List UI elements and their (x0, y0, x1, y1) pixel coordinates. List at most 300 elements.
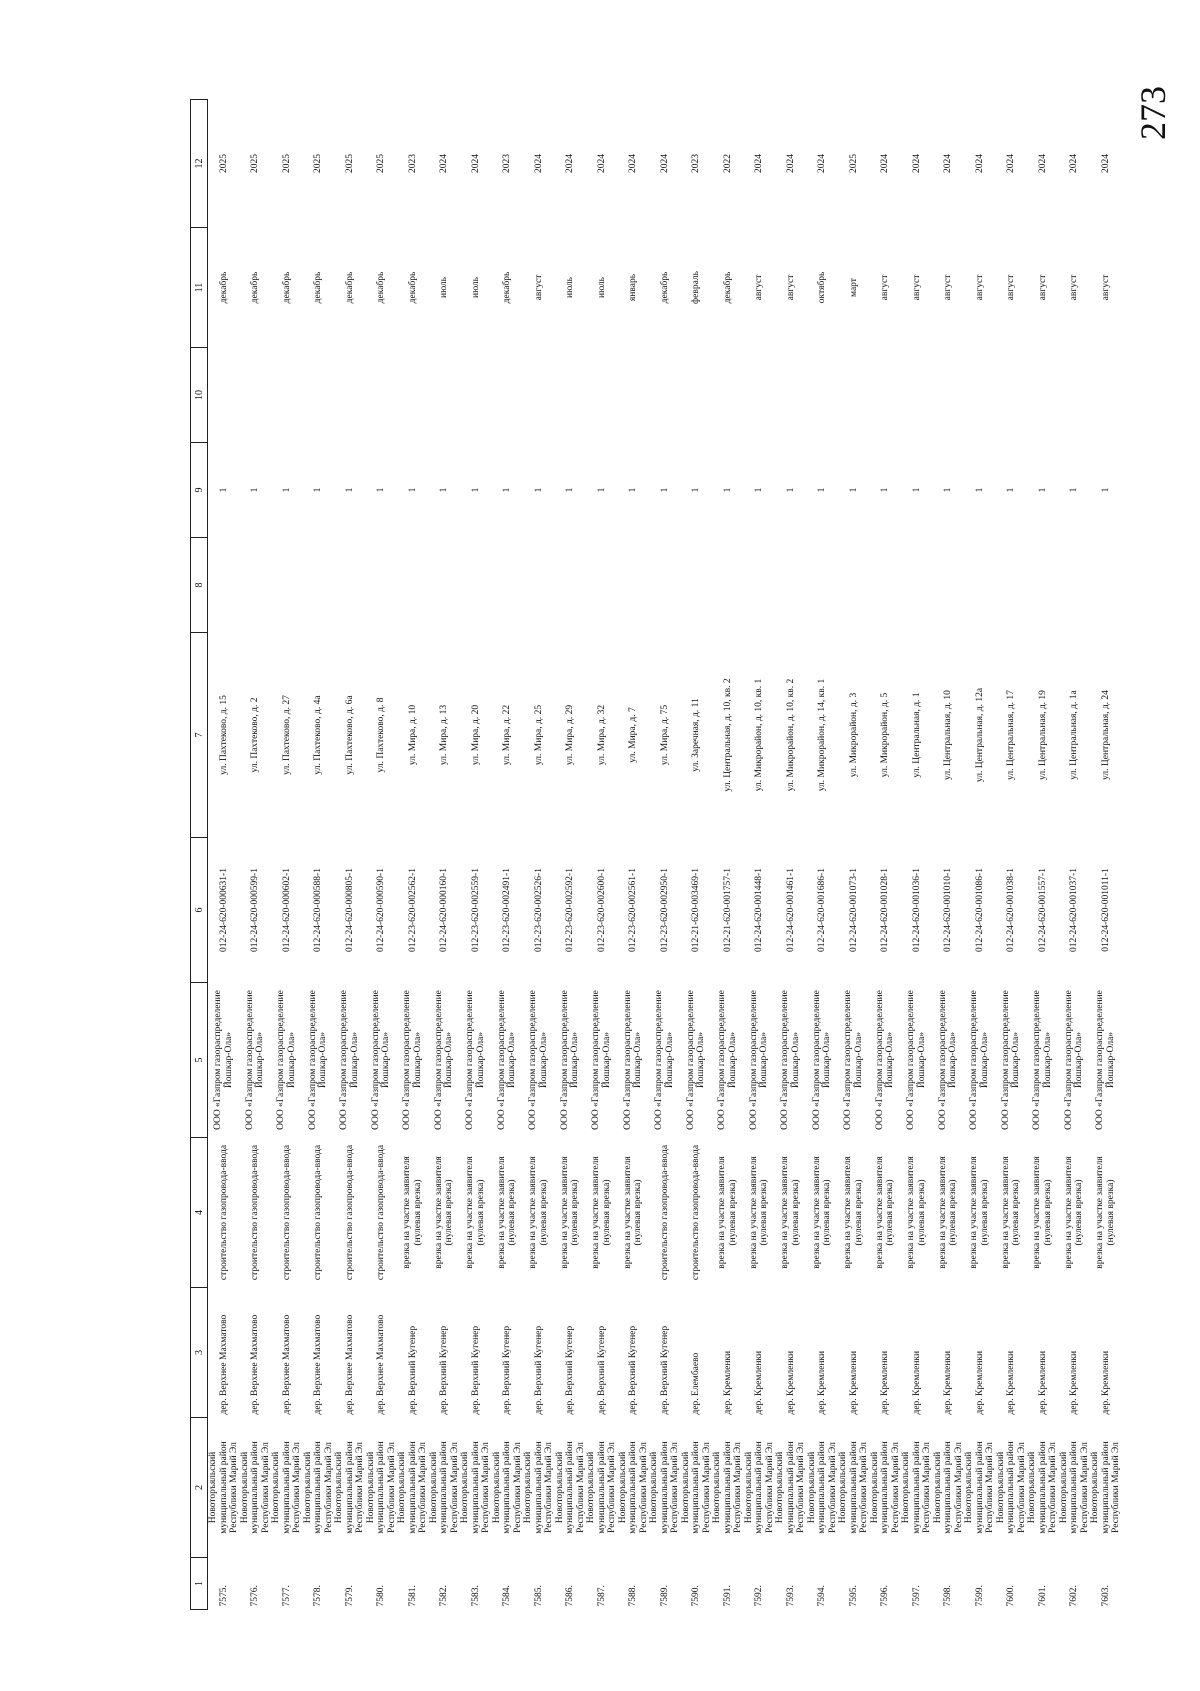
year-cell: 2024 (470, 154, 481, 173)
table-row (712, 100, 744, 1610)
work-type-cell: врезка на участке заявителя (нулевая врезка) (811, 1156, 833, 1269)
village-cell: дер. Верхнее Махматово (313, 1314, 323, 1415)
year-cell: 2023 (407, 154, 418, 173)
village-cell: дер. Кремленки (1006, 1350, 1016, 1415)
year-cell: 2024 (533, 154, 544, 173)
district-cell: Новоторъяльский муниципальный район Республики Марий Эл (649, 1441, 680, 1534)
col8-cell (649, 538, 681, 633)
col10-cell (744, 348, 776, 443)
year-cell: 2024 (974, 154, 985, 173)
year-cell: 2025 (848, 154, 859, 173)
district-cell: Новоторъяльский муниципальный район Республики Марий Эл (869, 1441, 901, 1534)
district-cell: Новоторъяльский муниципальный район Республики Марий Эл (838, 1441, 869, 1534)
organization-cell: ООО «Газпром газораспределение Йошкар-Ола» (622, 990, 644, 1130)
work-type-cell: врезка на участке заявителя (нулевая врезка) (717, 1156, 738, 1269)
col10-cell (712, 348, 744, 443)
count-cell: 1 (659, 487, 670, 493)
address-cell: ул. Микрорайон, д. 10, кв. 2 (785, 678, 796, 792)
count-cell: 1 (974, 487, 985, 493)
row-number: 7577. (281, 1585, 292, 1607)
col8-cell (870, 538, 902, 633)
rotated-table-wrapper (190, 100, 1121, 1610)
col8-cell (807, 538, 839, 633)
month-cell: декабрь (313, 271, 323, 304)
organization-cell: ООО «Газпром газораспределение Йошкар-Ола» (528, 990, 549, 1130)
work-type-cell: строительство газопровода-ввода (250, 1144, 260, 1281)
table-row (870, 100, 902, 1610)
table-row (303, 100, 335, 1610)
work-type-cell: строительство газопровода-ввода (376, 1144, 386, 1281)
district-cell: Новоторъяльский муниципальный район Республики Марий Эл (554, 1441, 586, 1534)
district-cell: Новоторъяльский муниципальный район Республики Марий Эл (1027, 1441, 1058, 1534)
year-cell: 2024 (1006, 154, 1016, 173)
count-cell: 1 (722, 487, 733, 493)
row-number: 7602. (1069, 1585, 1079, 1607)
col8-cell (397, 538, 429, 633)
row-number: 7587. (596, 1585, 607, 1607)
col8-cell (901, 538, 933, 633)
row-number: 7601. (1037, 1585, 1048, 1607)
work-type-cell: врезка на участке заявителя (нулевая врезка) (1095, 1156, 1116, 1269)
count-cell: 1 (439, 487, 449, 493)
application-code-cell: 012-24-620-001036-1 (911, 868, 922, 952)
col8-cell (618, 538, 650, 633)
address-cell: ул. Мира, д. 29 (565, 704, 575, 766)
count-cell: 1 (754, 487, 764, 493)
col8-cell (1027, 538, 1059, 633)
month-cell: август (880, 274, 890, 301)
year-cell: 2024 (817, 154, 827, 173)
row-number: 7585. (533, 1585, 544, 1607)
district-cell: Новоторъяльский муниципальный район Республики Марий Эл (334, 1441, 365, 1534)
district-cell: Новоторъяльский муниципальный район Республики Марий Эл (523, 1441, 554, 1534)
count-cell: 1 (1100, 487, 1111, 493)
month-cell: август (943, 274, 953, 301)
row-number: 7596. (880, 1585, 890, 1607)
application-code-cell: 012-23-620-002592-1 (565, 868, 575, 952)
work-type-cell: строительство газопровода-ввода (218, 1144, 229, 1281)
application-code-cell: 012-23-620-002491-1 (502, 868, 512, 952)
district-cell: Новоторъяльский муниципальный район Республики Марий Эл (680, 1441, 712, 1534)
year-cell: 2025 (218, 154, 229, 173)
work-type-cell: врезка на участке заявителя (нулевая врезка) (559, 1156, 581, 1269)
district-cell: Новоторъяльский муниципальный район Республики Марий Эл (1090, 1441, 1121, 1534)
count-cell: 1 (470, 487, 481, 493)
application-code-cell: 012-24-620-000588-1 (313, 868, 323, 952)
organization-cell: ООО «Газпром газораспределение Йошкар-Ола» (811, 990, 833, 1130)
village-cell: дер. Верхний Кугенер (502, 1325, 512, 1415)
col10-cell (901, 348, 933, 443)
year-cell: 2022 (722, 154, 733, 173)
application-code-cell: 012-24-620-000599-1 (250, 868, 260, 952)
month-cell: июль (596, 276, 607, 299)
year-cell: 2023 (691, 154, 701, 173)
year-cell: 2024 (1100, 154, 1111, 173)
village-cell: дер. Кремленки (754, 1350, 764, 1415)
address-cell: ул. Центральная, д. 17 (1006, 690, 1016, 780)
table-row (744, 100, 776, 1610)
work-type-cell: врезка на участке заявителя (нулевая врезка) (969, 1156, 990, 1269)
organization-cell: ООО «Газпром газораспределение Йошкар-Ола» (654, 990, 675, 1130)
count-cell: 1 (407, 487, 418, 493)
col8-cell (586, 538, 618, 633)
col8-cell (366, 538, 398, 633)
row-number: 7575. (218, 1585, 229, 1607)
village-cell: дер. Верхний Кугенер (439, 1325, 449, 1415)
count-cell: 1 (848, 487, 859, 493)
year-cell: 2024 (439, 154, 449, 173)
application-code-cell: 012-23-620-002562-1 (407, 868, 418, 952)
col10-cell (303, 348, 335, 443)
month-cell: август (785, 274, 796, 301)
count-cell: 1 (596, 487, 607, 493)
district-cell: Новоторъяльский муниципальный район Республики Марий Эл (491, 1441, 523, 1534)
organization-cell: ООО «Газпром газораспределение Йошкар-Ола» (937, 990, 959, 1130)
col8-cell (460, 538, 492, 633)
village-cell: дер. Кремленки (1069, 1350, 1079, 1415)
application-code-cell: 012-24-620-001028-1 (880, 868, 890, 952)
village-cell: дер. Кремленки (1037, 1350, 1048, 1415)
count-cell: 1 (943, 487, 953, 493)
village-cell: дер. Верхнее Махматово (344, 1314, 355, 1415)
year-cell: 2024 (880, 154, 890, 173)
page-number: 273 (1133, 86, 1173, 140)
month-cell: декабрь (250, 271, 260, 304)
application-code-cell: 012-24-620-001686-1 (817, 868, 827, 952)
year-cell: 2025 (250, 154, 260, 173)
application-code-cell: 012-24-620-000631-1 (218, 868, 229, 952)
col-header-1: 1 (191, 1558, 208, 1610)
village-cell: дер. Верхний Кугенер (565, 1325, 575, 1415)
col-header-6: 6 (191, 838, 208, 983)
col8-cell (838, 538, 870, 633)
district-cell: Новоторъяльский муниципальный район Республики Марий Эл (617, 1441, 649, 1534)
work-type-cell: врезка на участке заявителя (нулевая врезка) (496, 1156, 518, 1269)
row-number: 7576. (250, 1585, 260, 1607)
address-cell: ул. Мира, д. 22 (502, 704, 512, 766)
col-header-10: 10 (191, 348, 208, 443)
work-type-cell: врезка на участке заявителя (нулевая врезка) (528, 1156, 549, 1269)
table-row (1090, 100, 1122, 1610)
table-body (208, 100, 1122, 1610)
address-cell: ул. Микрорайон, д. 10, кв. 1 (754, 678, 764, 792)
col10-cell (964, 348, 996, 443)
table-row (271, 100, 303, 1610)
table-row (586, 100, 618, 1610)
row-number: 7580. (376, 1585, 386, 1607)
count-cell: 1 (1069, 487, 1079, 493)
village-cell: дер. Верхний Кугенер (659, 1325, 670, 1415)
district-cell: Новоторъяльский муниципальный район Республики Марий Эл (932, 1441, 964, 1534)
col8-cell (1090, 538, 1122, 633)
organization-cell: ООО «Газпром газораспределение Йошкар-Ола» (559, 990, 581, 1130)
organization-cell: ООО «Газпром газораспределение Йошкар-Ола» (465, 990, 486, 1130)
table-row (1059, 100, 1091, 1610)
year-cell: 2023 (502, 154, 512, 173)
col8-cell (429, 538, 461, 633)
month-cell: декабрь (344, 271, 355, 304)
work-type-cell: строительство газопровода-ввода (344, 1144, 355, 1281)
count-cell: 1 (533, 487, 544, 493)
row-number: 7603. (1100, 1585, 1111, 1607)
address-cell: ул. Центральная, д. 12а (974, 687, 985, 783)
organization-cell: ООО «Газпром газораспределение Йошкар-Ола» (969, 990, 990, 1130)
organization-cell: ООО «Газпром газораспределение Йошкар-Ола» (591, 990, 612, 1130)
district-cell: Новоторъяльский муниципальный район Республики Марий Эл (1058, 1441, 1090, 1534)
organization-cell: ООО «Газпром газораспределение Йошкар-Ола» (402, 990, 423, 1130)
district-cell: Новоторъяльский муниципальный район Республики Марий Эл (428, 1441, 460, 1534)
address-cell: ул. Микрорайон, д. 14, кв. 1 (817, 678, 827, 792)
count-cell: 1 (691, 487, 701, 493)
col8-cell (334, 538, 366, 633)
village-cell: дер. Кремленки (911, 1350, 922, 1415)
table-row (523, 100, 555, 1610)
organization-cell: ООО «Газпром газораспределение Йошкар-Ола» (433, 990, 455, 1130)
table-row (492, 100, 524, 1610)
village-cell: дер. Верхний Кугенер (533, 1325, 544, 1415)
col10-cell (586, 348, 618, 443)
table-row (460, 100, 492, 1610)
application-code-cell: 012-24-620-001038-1 (1006, 868, 1016, 952)
row-number: 7597. (911, 1585, 922, 1607)
col10-cell (208, 348, 240, 443)
row-number: 7592. (754, 1585, 764, 1607)
address-cell: ул. Центральная, д. 10, кв. 2 (722, 678, 733, 792)
district-cell: Новоторъяльский муниципальный район Республики Марий Эл (775, 1441, 806, 1534)
col-header-12: 12 (191, 100, 208, 228)
application-code-cell: 012-24-620-000160-1 (439, 868, 449, 952)
count-cell: 1 (1006, 487, 1016, 493)
count-cell: 1 (911, 487, 922, 493)
work-type-cell: врезка на участке заявителя (нулевая врезка) (748, 1156, 770, 1269)
address-cell: ул. Микрорайон, д. 5 (880, 692, 890, 778)
village-cell: дер. Кремленки (974, 1350, 985, 1415)
row-number: 7588. (628, 1585, 638, 1607)
month-cell: август (1006, 274, 1016, 301)
district-cell: Новоторъяльский муниципальный район Республики Марий Эл (397, 1441, 428, 1534)
col8-cell (555, 538, 587, 633)
work-type-cell: строительство газопровода-ввода (313, 1144, 323, 1281)
table-row (996, 100, 1028, 1610)
work-type-cell: врезка на участке заявителя (нулевая врезка) (906, 1156, 927, 1269)
address-cell: ул. Центральная, д. 1а (1069, 690, 1079, 780)
application-code-cell: 012-24-620-001073-1 (848, 868, 859, 952)
address-cell: ул. Мира, д. 32 (596, 704, 607, 766)
month-cell: декабрь (376, 271, 386, 304)
organization-cell: ООО «Газпром газораспределение Йошкар-Ола» (496, 990, 518, 1130)
organization-cell: ООО «Газпром газораспределение Йошкар-Ола» (370, 990, 392, 1130)
table-row (649, 100, 681, 1610)
organization-cell: ООО «Газпром газораспределение Йошкар-Ола» (244, 990, 266, 1130)
village-cell: дер. Верхнее Махматово (218, 1314, 229, 1415)
work-type-cell: врезка на участке заявителя (нулевая врезка) (1063, 1156, 1085, 1269)
year-cell: 2024 (785, 154, 796, 173)
col-header-9: 9 (191, 443, 208, 538)
address-cell: ул. Пахтеково, д. 2 (250, 697, 260, 773)
work-type-cell: врезка на участке заявителя (нулевая врезка) (937, 1156, 959, 1269)
count-cell: 1 (281, 487, 292, 493)
col8-cell (1059, 538, 1091, 633)
district-cell: Новоторъяльский муниципальный район Республики Марий Эл (995, 1441, 1027, 1534)
year-cell: 2024 (754, 154, 764, 173)
col8-cell (681, 538, 713, 633)
col10-cell (492, 348, 524, 443)
address-cell: ул. Мира, д. 13 (439, 704, 449, 766)
col10-cell (366, 348, 398, 443)
table-row (334, 100, 366, 1610)
row-number: 7598. (943, 1585, 953, 1607)
col8-cell (271, 538, 303, 633)
month-cell: декабрь (659, 271, 670, 304)
count-cell: 1 (502, 487, 512, 493)
work-type-cell: строительство газопровода-ввода (659, 1144, 670, 1281)
work-type-cell: врезка на участке заявителя (нулевая врезка) (1000, 1156, 1022, 1269)
application-code-cell: 012-23-620-002600-1 (596, 868, 607, 952)
month-cell: июль (565, 276, 575, 299)
col8-cell (303, 538, 335, 633)
table-row (807, 100, 839, 1610)
year-cell: 2024 (1037, 154, 1048, 173)
year-cell: 2024 (1069, 154, 1079, 173)
application-code-cell: 012-23-620-002559-1 (470, 868, 481, 952)
district-cell: Новоторъяльский муниципальный район Республики Марий Эл (208, 1441, 239, 1534)
row-number: 7599. (974, 1585, 985, 1607)
village-cell: дер. Верхний Кугенер (628, 1325, 638, 1415)
month-cell: декабрь (502, 271, 512, 304)
district-cell: Новоторъяльский муниципальный район Республики Марий Эл (365, 1441, 397, 1534)
application-code-cell: 012-24-620-001461-1 (785, 868, 796, 952)
application-code-cell: 012-23-620-002561-1 (628, 868, 638, 952)
row-number: 7591. (722, 1585, 733, 1607)
organization-cell: ООО «Газпром газораспределение Йошкар-Ола» (276, 990, 297, 1130)
col10-cell (933, 348, 965, 443)
village-cell: дер. Кремленки (817, 1350, 827, 1415)
col10-cell (838, 348, 870, 443)
organization-cell: ООО «Газпром газораспределение Йошкар-Ола» (213, 990, 234, 1130)
district-cell: Новоторъяльский муниципальный район Республики Марий Эл (239, 1441, 271, 1534)
row-number: 7581. (407, 1585, 418, 1607)
col-header-2: 2 (191, 1418, 208, 1558)
row-number: 7578. (313, 1585, 323, 1607)
address-cell: ул. Мира, д. 10 (407, 704, 418, 766)
count-cell: 1 (376, 487, 386, 493)
col-header-11: 11 (191, 228, 208, 348)
year-cell: 2025 (344, 154, 355, 173)
col8-cell (996, 538, 1028, 633)
organization-cell: ООО «Газпром газораспределение Йошкар-Ола» (339, 990, 360, 1130)
col-header-7: 7 (191, 633, 208, 838)
table-row (240, 100, 272, 1610)
col10-cell (555, 348, 587, 443)
month-cell: декабрь (218, 271, 229, 304)
table-row (775, 100, 807, 1610)
col8-cell (208, 538, 240, 633)
col8-cell (492, 538, 524, 633)
address-cell: ул. Центральная, д. 10 (943, 690, 953, 780)
month-cell: август (1069, 274, 1079, 301)
organization-cell: ООО «Газпром газораспределение Йошкар-Ола» (1063, 990, 1085, 1130)
col-header-3: 3 (191, 1288, 208, 1418)
row-number: 7589. (659, 1585, 670, 1607)
col10-cell (649, 348, 681, 443)
count-cell: 1 (218, 487, 229, 493)
col10-cell (429, 348, 461, 443)
organization-cell: ООО «Газпром газораспределение Йошкар-Ола» (906, 990, 927, 1130)
month-cell: август (974, 274, 985, 301)
year-cell: 2024 (596, 154, 607, 173)
address-cell: ул. Центральная, д. 1 (911, 692, 922, 778)
row-number: 7583. (470, 1585, 481, 1607)
address-cell: ул. Пахтеково, д. 4а (313, 695, 323, 775)
application-code-cell: 012-23-620-002526-1 (533, 868, 544, 952)
table-row (555, 100, 587, 1610)
village-cell: дер. Кремленки (1100, 1350, 1111, 1415)
village-cell: дер. Кремленки (943, 1350, 953, 1415)
col10-cell (775, 348, 807, 443)
village-cell: дер. Верхнее Махматово (376, 1314, 386, 1415)
work-type-cell: врезка на участке заявителя (нулевая врезка) (465, 1156, 486, 1269)
row-number: 7590. (691, 1585, 701, 1607)
col10-cell (1027, 348, 1059, 443)
month-cell: декабрь (281, 271, 292, 304)
organization-cell: ООО «Газпром газораспределение Йошкар-Ола» (1032, 990, 1053, 1130)
col10-cell (334, 348, 366, 443)
count-cell: 1 (344, 487, 355, 493)
application-code-cell: 012-24-620-001086-1 (974, 868, 985, 952)
month-cell: август (911, 274, 922, 301)
work-type-cell: врезка на участке заявителя (нулевая врезка) (874, 1156, 896, 1269)
organization-cell: ООО «Газпром газораспределение Йошкар-Ола» (307, 990, 329, 1130)
address-cell: ул. Пахтеково, д. 27 (281, 695, 292, 775)
year-cell: 2025 (281, 154, 292, 173)
organization-cell: ООО «Газпром газораспределение Йошкар-Ола» (843, 990, 864, 1130)
village-cell: дер. Верхний Кугенер (596, 1325, 607, 1415)
application-code-cell: 012-24-620-001037-1 (1069, 868, 1079, 952)
village-cell: дер. Верхний Кугенер (470, 1325, 481, 1415)
address-cell: ул. Пахтеково, д. 6а (344, 695, 355, 775)
address-cell: ул. Мира, д. 7 (628, 707, 638, 763)
organization-cell: ООО «Газпром газораспределение Йошкар-Ола» (874, 990, 896, 1130)
count-cell: 1 (785, 487, 796, 493)
year-cell: 2025 (313, 154, 323, 173)
application-code-cell: 012-24-620-001557-1 (1037, 868, 1048, 952)
address-cell: ул. Микрорайон, д. 3 (848, 692, 859, 778)
application-code-cell: 012-24-620-001010-1 (943, 868, 953, 952)
address-cell: ул. Пахтеково, д. 8 (376, 697, 386, 773)
row-number: 7586. (565, 1585, 575, 1607)
col10-cell (240, 348, 272, 443)
count-cell: 1 (250, 487, 260, 493)
col10-cell (1090, 348, 1122, 443)
column-number-header (191, 100, 208, 1610)
district-cell: Новоторъяльский муниципальный район Республики Марий Эл (302, 1441, 334, 1534)
organization-cell: ООО «Газпром газораспределение Йошкар-Ола» (748, 990, 770, 1130)
table-row (618, 100, 650, 1610)
work-type-cell: строительство газопровода-ввода (691, 1144, 701, 1281)
village-cell: дер. Кремленки (722, 1350, 733, 1415)
district-cell: Новоторъяльский муниципальный район Республики Марий Эл (743, 1441, 775, 1534)
village-cell: дер. Кремленки (848, 1350, 859, 1415)
col8-cell (775, 538, 807, 633)
col10-cell (618, 348, 650, 443)
application-code-cell: 012-23-620-002950-1 (659, 868, 670, 952)
month-cell: март (848, 278, 859, 297)
row-number: 7584. (502, 1585, 512, 1607)
col-header-5: 5 (191, 983, 208, 1138)
work-type-cell: врезка на участке заявителя (нулевая врезка) (843, 1156, 864, 1269)
month-cell: январь (628, 273, 638, 302)
col8-cell (240, 538, 272, 633)
